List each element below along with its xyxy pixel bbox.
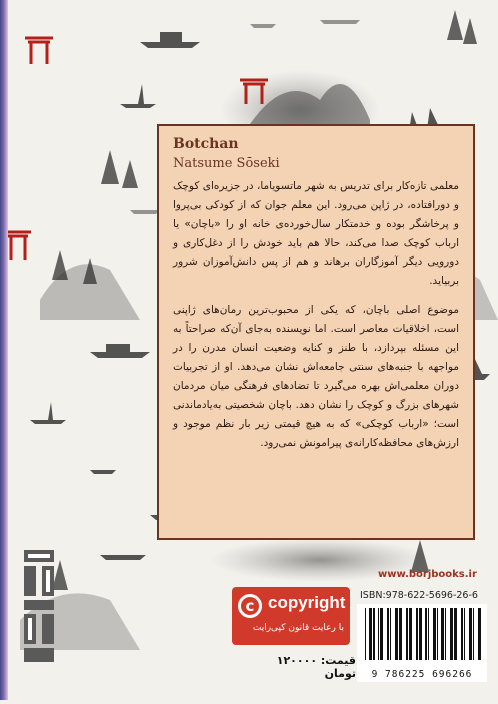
price-label: قیمت: ۱۲۰۰۰۰ تومان bbox=[276, 654, 356, 680]
barcode-bar bbox=[454, 608, 457, 660]
book-author: Natsume Sōseki bbox=[173, 156, 280, 171]
barcode-bar bbox=[399, 608, 402, 660]
barcode-bar bbox=[365, 608, 366, 660]
book-title: Botchan bbox=[173, 136, 239, 152]
barcode-bar bbox=[450, 608, 453, 660]
barcode-bar bbox=[409, 608, 412, 660]
barcode-bar bbox=[390, 608, 391, 660]
copyright-badge bbox=[232, 587, 350, 645]
copyright-word: copyright bbox=[268, 593, 346, 612]
barcode-bar bbox=[469, 608, 472, 660]
barcode-bar bbox=[473, 608, 474, 660]
barcode-bars bbox=[357, 604, 487, 668]
barcode-bar bbox=[428, 608, 429, 660]
barcode-bar bbox=[419, 608, 422, 660]
barcode-bar bbox=[464, 608, 465, 660]
spine-edge bbox=[0, 0, 8, 700]
publisher-website: www.borjbooks.ir bbox=[378, 569, 477, 580]
copyright-note: با رعایت قانون کپی‌رایت bbox=[252, 623, 344, 633]
barcode-bar bbox=[373, 608, 375, 660]
barcode-bar bbox=[445, 608, 446, 660]
barcode bbox=[357, 604, 487, 682]
isbn-text: ISBN:978-622-5696-26-6 bbox=[360, 590, 478, 601]
barcode-bar bbox=[461, 608, 463, 660]
barcode-bar bbox=[433, 608, 436, 660]
barcode-digits: 9 786225 696266 bbox=[371, 669, 473, 680]
barcode-bar bbox=[478, 608, 481, 660]
barcode-bar bbox=[425, 608, 427, 660]
barcode-bar bbox=[395, 608, 398, 660]
barcode-bar bbox=[416, 608, 418, 660]
synopsis-panel bbox=[157, 124, 475, 540]
barcode-bar bbox=[387, 608, 389, 660]
synopsis-paragraph-2: موضوع اصلی باچان، که یکی از محبوب‌ترین رمان‌های ژاپنی است، اخلاقیات معاصر است. اما نویسنده به‌جای آن‌که صراحتاً به این مسئله بپردازد، با طنز و کنایه وضعیت انسان مدرن را در مواجهه با جنبه‌های سنتی جامعه‌اش نشان می‌دهد. او از تجربیات دوران معلمی‌اش بهره می‌گیرد تا تضادهای فرهنگی میان مردمان شهرهای بزرگ و کوچک را نشان دهد. باچان شخصیتی به‌یادماندنی است؛ «ارباب کوچکی» که به هیچ قیمتی زیر بار نظم موجود و ارزش‌های محافظه‌کارانه‌ی پیرامونش نمی‌رود. bbox=[173, 304, 459, 449]
copyright-icon: c bbox=[238, 594, 262, 618]
publisher-logo bbox=[22, 548, 56, 664]
synopsis-paragraph-1: معلمی تازه‌کار برای تدریس به شهر ماتسویاما، در جزیره‌ای کوچک و دورافتاده، در ژاپن می‌رود. این معلم جوان که از کودکی بی‌پروا و پرخاشگر بوده و خدمتکار سال‌خورده‌ی خانه او را «باچان» یا ارباب کوچک صدا می‌کند، حالا هم باید خودش را از دغل‌کاری و دورویی دیگر آموزگاران برهاند و هم از پس دانش‌آموزان شرور بربیاید. bbox=[173, 180, 459, 287]
barcode-bar bbox=[441, 608, 444, 660]
barcode-bar bbox=[369, 608, 372, 660]
barcode-bar bbox=[378, 608, 379, 660]
barcode-bar bbox=[437, 608, 438, 660]
barcode-bar bbox=[380, 608, 383, 660]
barcode-bar bbox=[406, 608, 408, 660]
